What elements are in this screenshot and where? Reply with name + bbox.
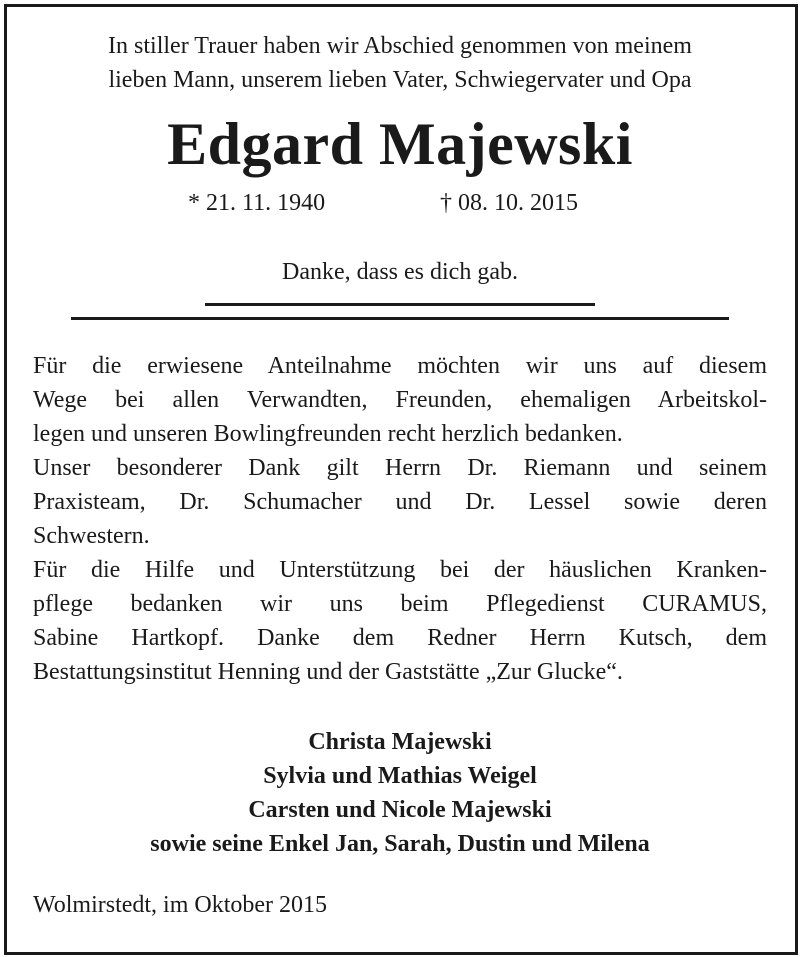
signature-line: Sylvia und Mathias Weigel (263, 763, 537, 789)
signature-line: Christa Majewski (308, 729, 492, 755)
long-divider (71, 317, 729, 320)
body-line: Unser besonderer Dank gilt Herrn Dr. Riemann und seinem (33, 455, 767, 481)
intro-line-1: In stiller Trauer haben wir Abschied genommen von meinem (108, 33, 692, 59)
body-line: Praxisteam, Dr. Schumacher und Dr. Lessel sowie deren (33, 489, 767, 515)
intro-line-2: lieben Mann, unserem lieben Vater, Schwiegervater und Opa (108, 67, 692, 93)
signature-line: sowie seine Enkel Jan, Sarah, Dustin und Milena (150, 831, 650, 857)
birth-date: * 21. 11. 1940 (188, 190, 326, 216)
body-line: pflege bedanken wir uns beim Pflegedienst CURAMUS, (33, 591, 767, 617)
short-divider (205, 303, 595, 306)
thanks-line: Danke, dass es dich gab. (282, 259, 518, 285)
body-line: Bestattungsinstitut Henning und der Gaststätte „Zur Glucke“. (33, 659, 623, 685)
body-line: legen und unseren Bowlingfreunden recht herzlich bedanken. (33, 421, 623, 447)
body-line: Für die Hilfe und Unterstützung bei der häuslichen Kranken- (33, 557, 767, 583)
place-date: Wolmirstedt, im Oktober 2015 (33, 892, 328, 918)
signature-line: Carsten und Nicole Majewski (248, 797, 552, 823)
body-line: Schwestern. (33, 523, 150, 549)
death-date: † 08. 10. 2015 (440, 190, 578, 216)
body-line: Für die erwiesene Anteilnahme möchten wir uns auf diesem (33, 353, 767, 379)
body-line: Wege bei allen Verwandten, Freunden, ehemaligen Arbeitskol- (33, 387, 767, 413)
deceased-name: Edgard Majewski (167, 111, 633, 177)
signatures-block (0, 725, 800, 861)
body-line: Sabine Hartkopf. Danke dem Redner Herrn Kutsch, dem (33, 625, 767, 651)
